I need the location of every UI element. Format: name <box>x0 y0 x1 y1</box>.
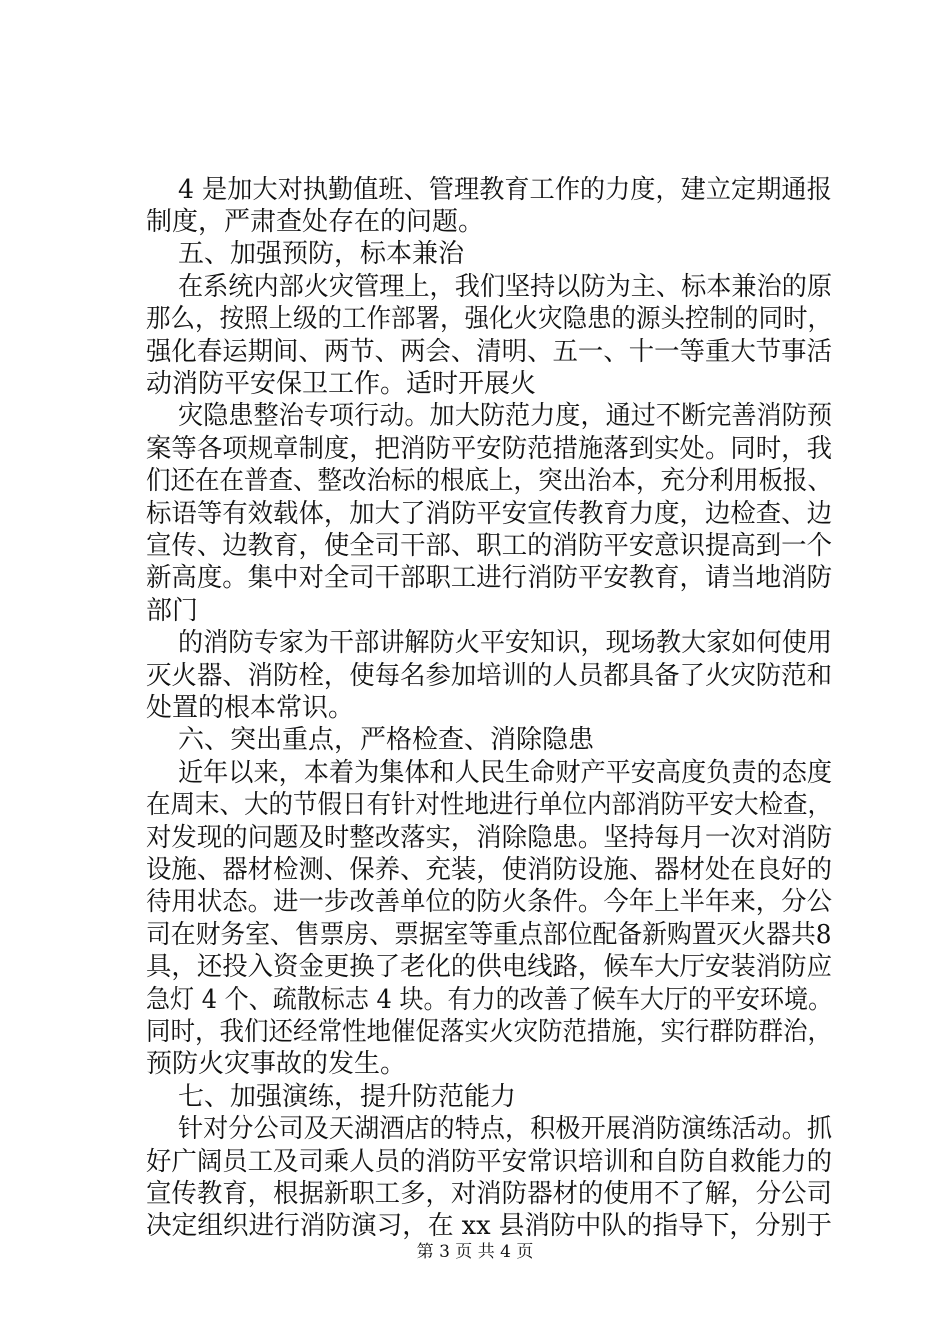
paragraph-line: 宣传、边教育，使全司干部、职工的消防平安意识提高到一个 <box>146 531 833 561</box>
paragraph-line: 针对分公司及天湖酒店的特点，积极开展消防演练活动。抓 <box>178 1114 833 1144</box>
section-heading: 七、加强演练，提升防范能力 <box>178 1082 517 1112</box>
paragraph-line: 案等各项规章制度，把消防平安防范措施落到实处。同时，我 <box>146 434 833 464</box>
paragraph-line: 动消防平安保卫工作。适时开展火 <box>146 369 537 399</box>
paragraph-line: 好广阔员工及司乘人员的消防平安常识培训和自防自救能力的 <box>146 1147 833 1177</box>
paragraph-line: 强化春运期间、两节、两会、清明、五一、十一等重大节事活 <box>146 337 833 367</box>
paragraph-line: 部门 <box>146 596 199 626</box>
section-heading: 六、突出重点，严格检查、消除隐患 <box>178 725 595 755</box>
paragraph-line: 的消防专家为干部讲解防火平安知识，现场教大家如何使用 <box>178 628 833 658</box>
paragraph-line: 在系统内部火灾管理上，我们坚持以防为主、标本兼治的原 <box>178 272 833 302</box>
paragraph-line: 灭火器、消防栓，使每名参加培训的人员都具备了火灾防范和 <box>146 661 833 691</box>
paragraph-line: 对发现的问题及时整改落实，消除隐患。坚持每月一次对消防 <box>146 823 833 853</box>
paragraph-line: 那么，按照上级的工作部署，强化火灾隐患的源头控制的同时， <box>146 304 833 334</box>
paragraph-line: 具，还投入资金更换了老化的供电线路，候车大厅安装消防应 <box>146 952 833 982</box>
paragraph-line: 司在财务室、售票房、票据室等重点部位配备新购置灭火器共8 <box>146 920 832 950</box>
paragraph-line: 在周末、大的节假日有针对性地进行单位内部消防平安大检查， <box>146 790 833 820</box>
paragraph-line: 急灯 4 个、疏散标志 4 块。有力的改善了候车大厅的平安环境。 <box>146 985 833 1015</box>
paragraph-line: 们还在在普查、整改治标的根底上，突出治本，充分利用板报、 <box>146 466 833 496</box>
paragraph-line: 宣传教育，根据新职工多，对消防器材的使用不了解，分公司 <box>146 1179 833 1209</box>
paragraph-line: 制度，严肃查处存在的问题。 <box>146 207 485 237</box>
paragraph-line: 标语等有效载体，加大了消防平安宣传教育力度，边检查、边 <box>146 499 833 529</box>
paragraph-line: 待用状态。进一步改善单位的防火条件。今年上半年来，分公 <box>146 887 833 917</box>
paragraph-line: 同时，我们还经常性地催促落实火灾防范措施，实行群防群治， <box>146 1017 833 1047</box>
section-heading: 五、加强预防，标本兼治 <box>178 239 465 269</box>
paragraph-line: 决定组织进行消防演习，在 xx 县消防中队的指导下，分别于 <box>146 1211 832 1241</box>
paragraph-line: 新高度。集中对全司干部职工进行消防平安教育，请当地消防 <box>146 563 833 593</box>
page-number-footer: 第 3 页 共 4 页 <box>416 1242 534 1262</box>
paragraph-line: 4 是加大对执勤值班、管理教育工作的力度，建立定期通报 <box>178 175 832 205</box>
paragraph-line: 设施、器材检测、保养、充装，使消防设施、器材处在良好的 <box>146 855 833 885</box>
paragraph-line: 灾隐患整治专项行动。加大防范力度，通过不断完善消防预 <box>178 401 833 431</box>
paragraph-line: 预防火灾事故的发生。 <box>146 1049 407 1079</box>
paragraph-line: 近年以来，本着为集体和人民生命财产平安高度负责的态度 <box>178 758 833 788</box>
paragraph-line: 处置的根本常识。 <box>146 693 355 723</box>
